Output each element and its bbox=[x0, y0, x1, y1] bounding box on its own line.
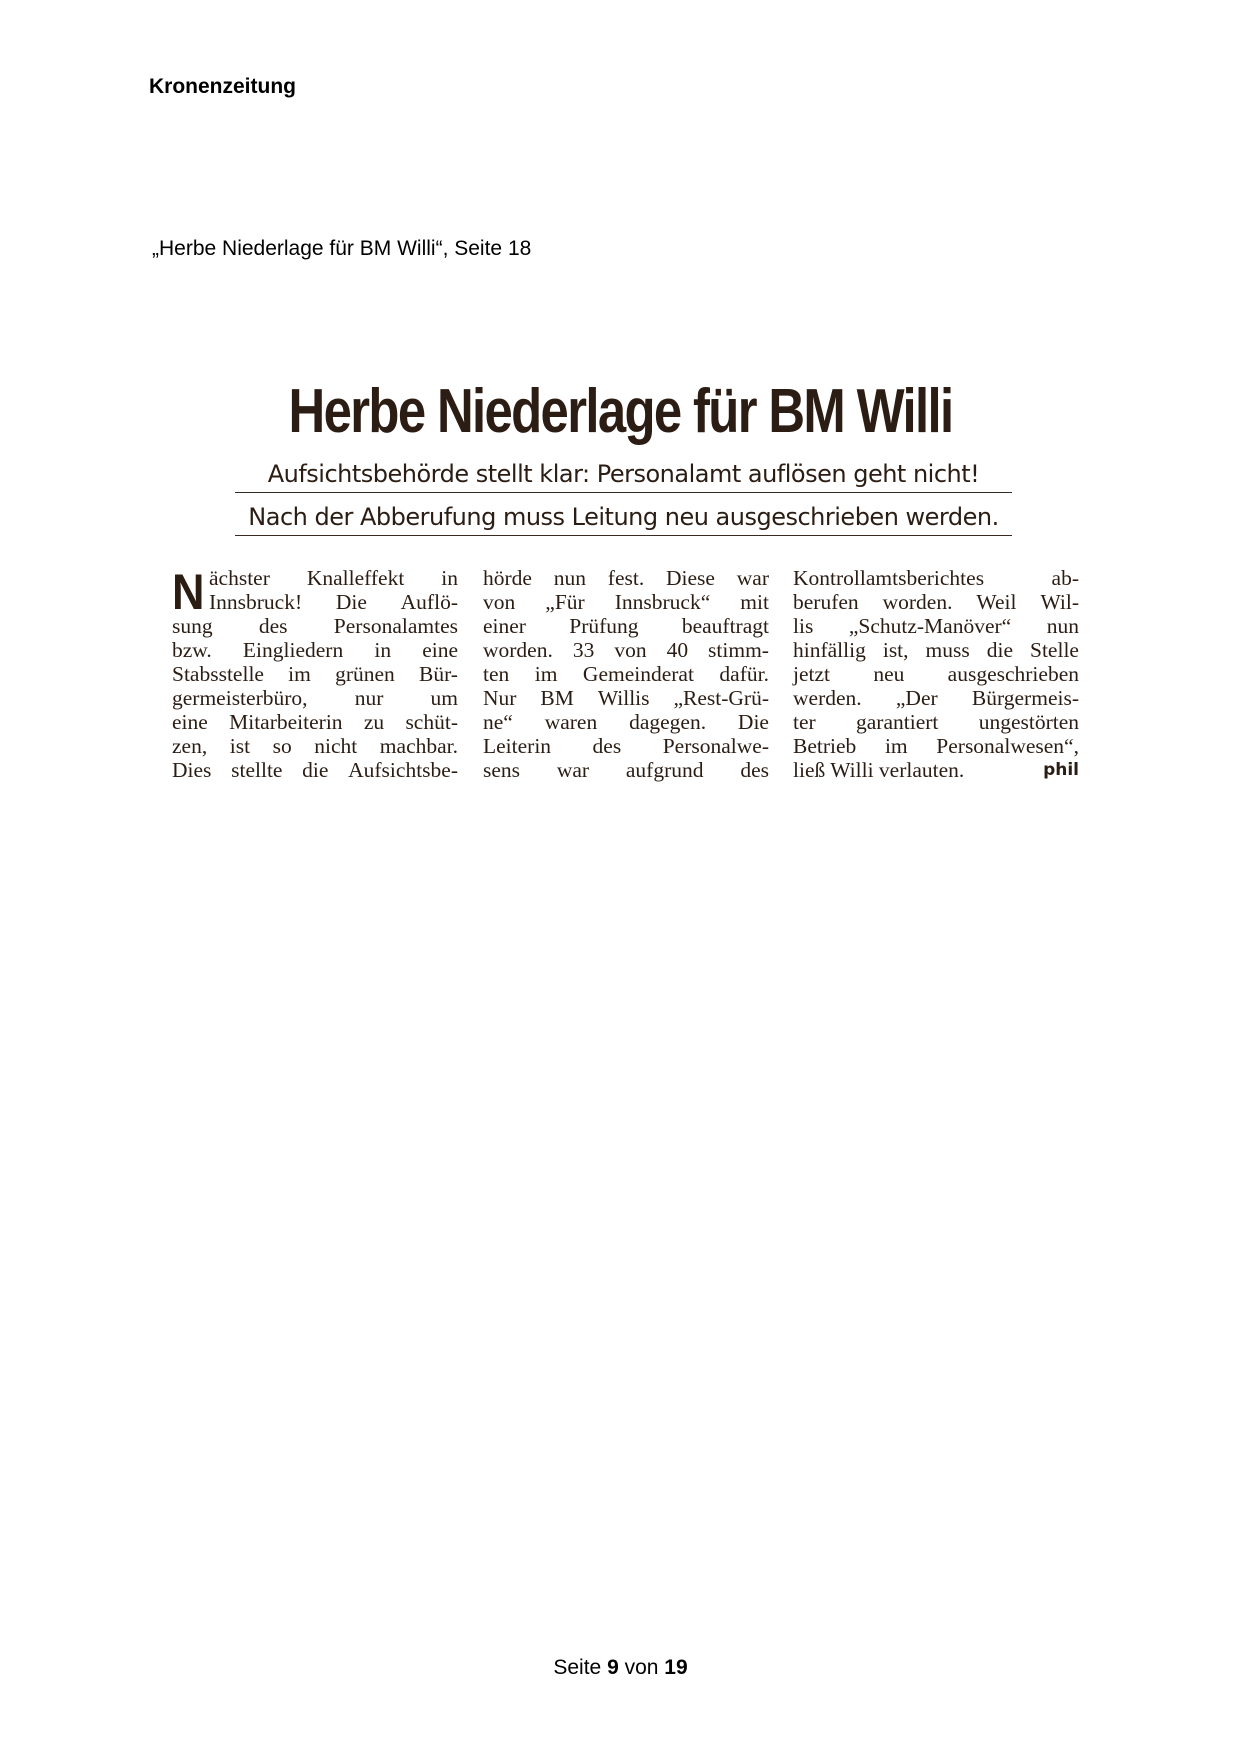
text-line bbox=[172, 758, 458, 782]
word: Stelle bbox=[1030, 638, 1079, 662]
text-line bbox=[483, 638, 769, 662]
text-line bbox=[483, 614, 769, 638]
page-total: 19 bbox=[664, 1656, 688, 1679]
text-line bbox=[172, 734, 458, 758]
word: mit bbox=[740, 590, 769, 614]
word: Weil bbox=[976, 590, 1017, 614]
word: ab- bbox=[1051, 566, 1079, 590]
word: die bbox=[986, 638, 1014, 662]
word: nun bbox=[553, 566, 586, 590]
text-line bbox=[793, 758, 1079, 782]
word: sung bbox=[172, 614, 213, 638]
word: Gemeinderat bbox=[582, 662, 694, 686]
word: nicht bbox=[314, 734, 358, 758]
word: des bbox=[592, 734, 622, 758]
source-name: Kronenzeitung bbox=[149, 75, 296, 98]
page-footer bbox=[0, 1656, 1241, 1680]
word: von bbox=[614, 638, 647, 662]
word: stellte bbox=[231, 758, 283, 782]
text-line bbox=[483, 710, 769, 734]
text-line bbox=[793, 734, 1079, 758]
word: nur bbox=[354, 686, 384, 710]
word: Bür- bbox=[418, 662, 458, 686]
word: muss bbox=[925, 638, 970, 662]
word: Prüfung bbox=[569, 614, 639, 638]
word: Kontrollamtsberichtes bbox=[793, 566, 985, 590]
word: ausgeschrieben bbox=[947, 662, 1079, 686]
word: grünen bbox=[335, 662, 395, 686]
word: neu bbox=[873, 662, 905, 686]
word: im bbox=[534, 662, 558, 686]
word: einer bbox=[483, 614, 526, 638]
word: „Der bbox=[895, 686, 938, 710]
author-initials: phil bbox=[1043, 760, 1079, 780]
drop-cap: N bbox=[172, 564, 205, 620]
word: Die bbox=[335, 590, 367, 614]
text-line bbox=[172, 590, 458, 614]
word: „Für bbox=[545, 590, 585, 614]
word: hinfällig bbox=[793, 638, 866, 662]
word: sens bbox=[483, 758, 521, 782]
word: von bbox=[483, 590, 516, 614]
word: fest. bbox=[607, 566, 645, 590]
word: Knalleffekt bbox=[306, 566, 405, 590]
text-line bbox=[172, 638, 458, 662]
footer-of: von bbox=[624, 1656, 659, 1679]
word: Betrieb bbox=[793, 734, 857, 758]
text-line bbox=[172, 662, 458, 686]
word: dafür. bbox=[719, 662, 769, 686]
word: Personalwesen“, bbox=[936, 734, 1079, 758]
word: in bbox=[441, 566, 458, 590]
word: Personalamtes bbox=[333, 614, 458, 638]
text-line bbox=[172, 710, 458, 734]
article-column bbox=[483, 566, 769, 782]
text-line-content: ließ Willi verlauten. bbox=[793, 758, 965, 782]
text-line bbox=[793, 566, 1079, 590]
word: BM bbox=[540, 686, 574, 710]
footer-prefix: Seite bbox=[553, 1656, 602, 1679]
word: beauftragt bbox=[681, 614, 769, 638]
text-line bbox=[172, 614, 458, 638]
word: Diese bbox=[666, 566, 715, 590]
page-number: 9 bbox=[607, 1656, 619, 1679]
word: des bbox=[740, 758, 769, 782]
text-line bbox=[483, 734, 769, 758]
text-line bbox=[793, 590, 1079, 614]
text-line bbox=[483, 758, 769, 782]
text-line bbox=[793, 638, 1079, 662]
word: war bbox=[556, 758, 590, 782]
word: so bbox=[272, 734, 292, 758]
word: in bbox=[374, 638, 392, 662]
text-line bbox=[483, 590, 769, 614]
word: nun bbox=[1046, 614, 1079, 638]
word: ne“ bbox=[483, 710, 513, 734]
word: ter bbox=[793, 710, 816, 734]
word: Aufsichtsbe- bbox=[348, 758, 458, 782]
text-line bbox=[172, 566, 458, 590]
word: Willis bbox=[597, 686, 650, 710]
word: 40 bbox=[666, 638, 689, 662]
article-citation: „Herbe Niederlage für BM Willi“, Seite 18 bbox=[152, 237, 532, 260]
word: Bürgermeis- bbox=[971, 686, 1079, 710]
text-line bbox=[793, 662, 1079, 686]
article-column bbox=[793, 566, 1079, 782]
article-subhead: Nach der Abberufung muss Leitung neu ausgeschrieben werden. bbox=[235, 503, 1012, 536]
word: Dies bbox=[172, 758, 212, 782]
word: Die bbox=[737, 710, 769, 734]
text-line bbox=[483, 662, 769, 686]
word: ungestörten bbox=[978, 710, 1079, 734]
text-line bbox=[172, 686, 458, 710]
text-line bbox=[483, 566, 769, 590]
word: Stabsstelle bbox=[172, 662, 264, 686]
word: dagegen. bbox=[629, 710, 707, 734]
word: waren bbox=[544, 710, 598, 734]
word: Innsbruck! bbox=[209, 590, 303, 614]
word: werden. bbox=[793, 686, 862, 710]
word: berufen bbox=[793, 590, 859, 614]
word: Eingliedern bbox=[242, 638, 344, 662]
word: Mitarbeiterin bbox=[229, 710, 343, 734]
word: hörde bbox=[483, 566, 532, 590]
article-headline: Herbe Niederlage für BM Willi bbox=[288, 377, 953, 446]
text-line bbox=[483, 686, 769, 710]
word: „Schutz-Manöver“ bbox=[848, 614, 1012, 638]
word: im bbox=[288, 662, 311, 686]
word: machbar. bbox=[379, 734, 458, 758]
word: eine bbox=[172, 710, 208, 734]
word: „Rest-Grü- bbox=[673, 686, 769, 710]
word: Leiterin bbox=[483, 734, 552, 758]
word: worden. bbox=[483, 638, 553, 662]
word: jetzt bbox=[793, 662, 831, 686]
word: Nur bbox=[483, 686, 517, 710]
article-subhead: Aufsichtsbehörde stellt klar: Personalamt auflösen geht nicht! bbox=[235, 460, 1012, 493]
word: ächster bbox=[209, 566, 270, 590]
word: um bbox=[430, 686, 458, 710]
text-line bbox=[793, 614, 1079, 638]
text-line bbox=[793, 710, 1079, 734]
word: zu bbox=[363, 710, 385, 734]
word: schüt- bbox=[405, 710, 458, 734]
word: Personalwe- bbox=[662, 734, 769, 758]
word: Innsbruck“ bbox=[614, 590, 711, 614]
word: bzw. bbox=[172, 638, 212, 662]
word: des bbox=[258, 614, 288, 638]
word: zen, bbox=[172, 734, 208, 758]
word: lis bbox=[793, 614, 814, 638]
word: Auflö- bbox=[400, 590, 458, 614]
word: 33 bbox=[572, 638, 595, 662]
word: aufgrund bbox=[625, 758, 704, 782]
word: ist, bbox=[882, 638, 909, 662]
word: ten bbox=[483, 662, 510, 686]
article-column bbox=[172, 566, 458, 782]
word: garantiert bbox=[856, 710, 939, 734]
word: Wil- bbox=[1040, 590, 1079, 614]
word: germeisterbüro, bbox=[172, 686, 308, 710]
word: stimm- bbox=[708, 638, 769, 662]
word: die bbox=[302, 758, 329, 782]
word: eine bbox=[422, 638, 458, 662]
word: worden. bbox=[882, 590, 953, 614]
text-line bbox=[793, 686, 1079, 710]
word: war bbox=[736, 566, 769, 590]
word: ist bbox=[229, 734, 251, 758]
word: im bbox=[884, 734, 908, 758]
